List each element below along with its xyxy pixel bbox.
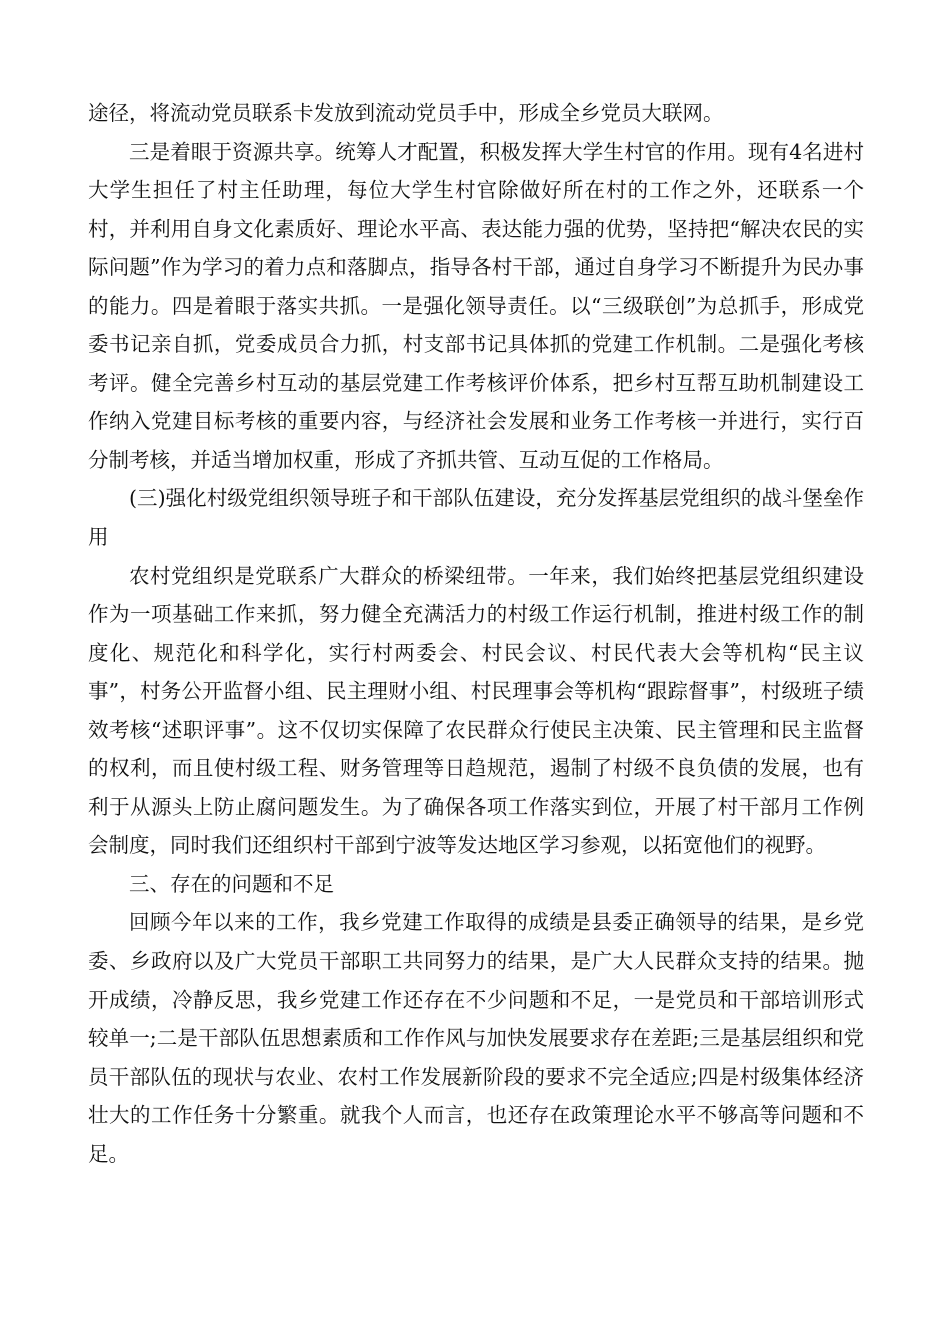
paragraph-continuation: 途径，将流动党员联系卡发放到流动党员手中，形成全乡党员大联网。: [88, 101, 724, 125]
paragraph-rural-party-organization: 农村党组织是党联系广大群众的桥梁纽带。一年来，我们始终把基层党组织建设作为一项基础工作来抓，努力健全充满活力的村级工作运行机制，推进村级工作的制度化、规范化和科学化，实行村两委会、村民会议、村民代表大会等机构“民主议事”，村务公开监督小组、民主理财小组、村民理事会等机构“跟踪督事”，村级班子绩效考核“述职评事”。这不仅切实保障了农民群众行使民主决策、民主管理和民主监督的权利，而且使村级工程、财务管理等日趋规范，遏制了村级不良负债的发展，也有利于从源头上防止腐问题发生。为了确保各项工作落实到位，开展了村干部月工作例会制度，同时我们还组织村干部到宁波等发达地区学习参观，以拓宽他们的视野。: [88, 563, 864, 858]
section-heading-problems: 三、存在的问题和不足: [129, 871, 334, 896]
section-heading-3: (三)强化村级党组织领导班子和干部队伍建设，充分发挥基层党组织的战斗堡垒作用: [88, 486, 864, 550]
paragraph-review: 回顾今年以来的工作，我乡党建工作取得的成绩是县委正确领导的结果，是乡党委、乡政府以及广大党员干部职工共同努力的结果，是广大人民群众支持的结果。抛开成绩，冷静反思，我乡党建工作还存在不少问题和不足，一是党员和干部培训形式较单一;二是干部队伍思想素质和工作作风与加快发展要求存在差距;三是基层组织和党员干部队伍的现状与农业、农村工作发展新阶段的要求不完全适应;四是村级集体经济壮大的工作任务十分繁重。就我个人而言，也还存在政策理论水平不够高等问题和不足。: [88, 910, 864, 1166]
document-page: [88, 94, 864, 1173]
paragraph-resource-sharing: 三是着眼于资源共享。统筹人才配置，积极发挥大学生村官的作用。现有4名进村大学生担任了村主任助理，每位大学生村官除做好所在村的工作之外，还联系一个村，并利用自身文化素质好、理论水平高、表达能力强的优势，坚持把“解决农民的实际问题”作为学习的着力点和落脚点，指导各村干部，通过自身学习不断提升为民办事的能力。四是着眼于落实共抓。一是强化领导责任。以“三级联创”为总抓手，形成党委书记亲自抓，党委成员合力抓，村支部书记具体抓的党建工作机制。二是强化考核考评。健全完善乡村互动的基层党建工作考核评价体系，把乡村互帮互助机制建设工作纳入党建目标考核的重要内容，与经济社会发展和业务工作考核一并进行，实行百分制考核，并适当增加权重，形成了齐抓共管、互动互促的工作格局。: [88, 139, 864, 472]
